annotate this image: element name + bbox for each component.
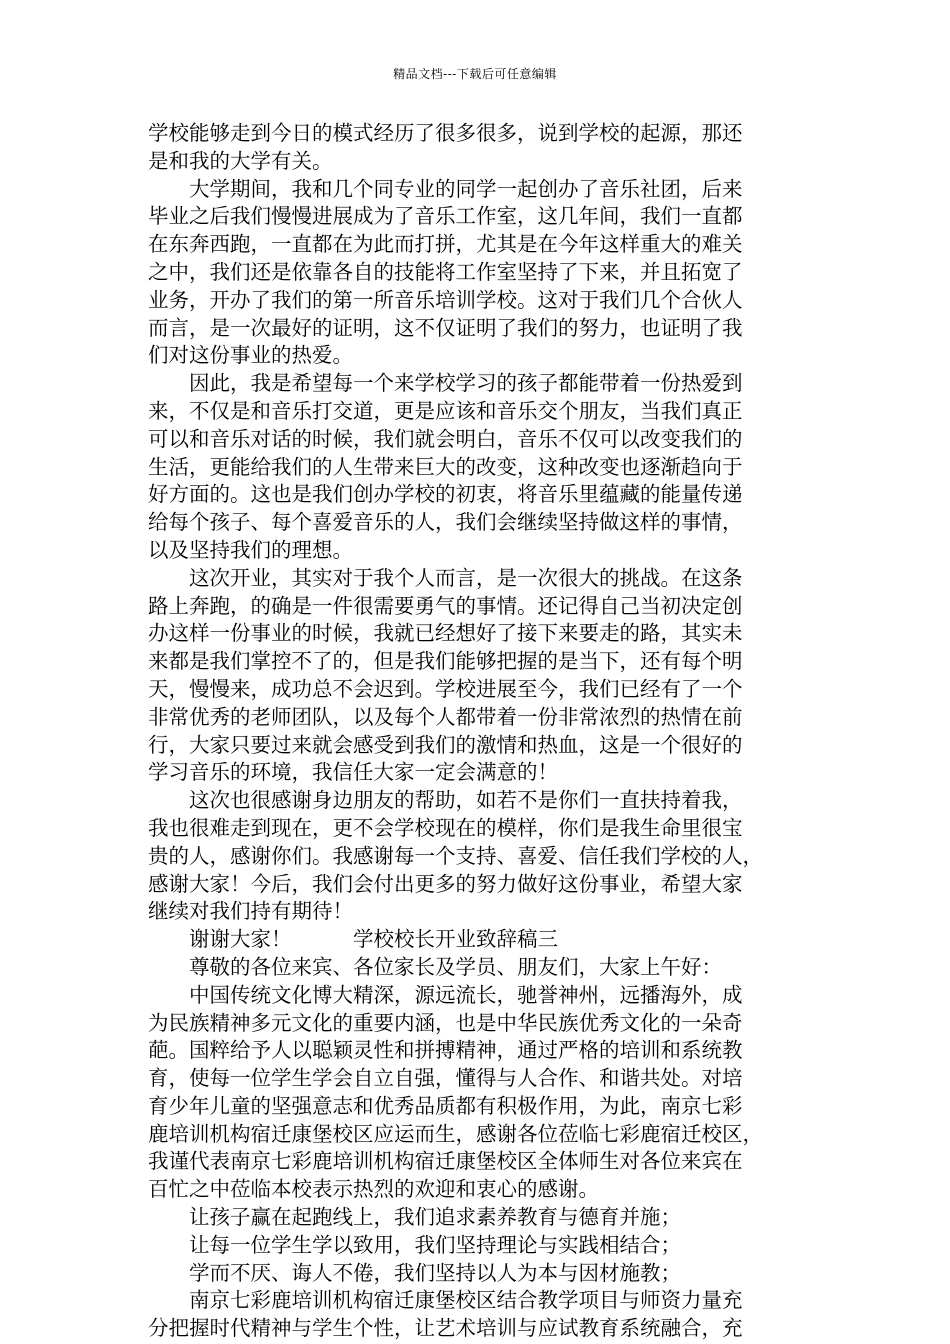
text-line: 育，使每一位学生学会自立自强，懂得与人合作、和谐共处。对培: [148, 1066, 743, 1091]
text-line: 以及坚持我们的理想。: [148, 537, 353, 562]
text-line: 天，慢慢来，成功总不会迟到。学校进展至今，我们已经有了一个: [148, 676, 743, 701]
text-line: 分把握时代精神与学生个性，让艺术培训与应试教育系统融合，充: [148, 1316, 743, 1341]
text-line: 鹿培训机构宿迁康堡校区应运而生，感谢各位莅临七彩鹿宿迁校区，: [148, 1121, 763, 1146]
text-line: 让孩子赢在起跑线上，我们追求素养教育与德育并施；: [189, 1205, 681, 1230]
text-line: 毕业之后我们慢慢进展成为了音乐工作室，这几年间，我们一直都: [148, 204, 743, 229]
text-line: 百忙之中莅临本校表示热烈的欢迎和衷心的感谢。: [148, 1177, 599, 1202]
text-line: 在东奔西跑，一直都在为此而打拼，尤其是在今年这样重大的难关: [148, 232, 743, 257]
text-line: 让每一位学生学以致用，我们坚持理论与实践相结合；: [189, 1232, 681, 1257]
text-line: 生活，更能给我们的人生带来巨大的改变，这种改变也逐渐趋向于: [148, 454, 743, 479]
document-body: [148, 120, 808, 1343]
text-line: 大学期间，我和几个同专业的同学一起创办了音乐社团，后来: [189, 176, 743, 201]
text-line: 给每个孩子、每个喜爱音乐的人，我们会继续坚持做这样的事情，: [148, 510, 743, 535]
page-header: 精品文档---下载后可任意编辑: [393, 67, 557, 81]
text-line: 办这样一份事业的时候，我就已经想好了接下来要走的路，其实未: [148, 621, 743, 646]
text-line: 学校能够走到今日的模式经历了很多很多，说到学校的起源，那还: [148, 121, 743, 145]
text-line: 行，大家只要过来就会感受到我们的激情和热血，这是一个很好的: [148, 732, 743, 757]
text-line: 葩。国粹给予人以聪颖灵性和拼搏精神，通过严格的培训和系统教: [148, 1038, 743, 1063]
text-line: 学习音乐的环境，我信任大家一定会满意的！: [148, 760, 558, 785]
text-line: 育少年儿童的坚强意志和优秀品质都有积极作用，为此，南京七彩: [148, 1093, 743, 1118]
text-line: 来都是我们掌控不了的，但是我们能够把握的是当下，还有每个明: [148, 649, 743, 674]
text-line: 我也很难走到现在，更不会学校现在的模样，你们是我生命里很宝: [148, 815, 743, 840]
text-line: 继续对我们持有期待！: [148, 899, 353, 924]
text-line: 这次开业，其实对于我个人而言，是一次很大的挑战。在这条: [189, 565, 743, 590]
text-line: 我谨代表南京七彩鹿培训机构宿迁康堡校区全体师生对各位来宾在: [148, 1149, 743, 1174]
text-line: 因此，我是希望每一个来学校学习的孩子都能带着一份热爱到: [189, 371, 743, 396]
text-line: 路上奔跑，的确是一件很需要勇气的事情。还记得自己当初决定创: [148, 593, 743, 618]
text-line: 们对这份事业的热爱。: [148, 343, 353, 368]
text-line: 业务，开办了我们的第一所音乐培训学校。这对于我们几个合伙人: [148, 287, 743, 312]
text-line: 来，不仅是和音乐打交道，更是应该和音乐交个朋友，当我们真正: [148, 398, 743, 423]
text-line: 之中，我们还是依靠各自的技能将工作室坚持了下来，并且拓宽了: [148, 259, 743, 284]
text-line: 感谢大家！今后，我们会付出更多的努力做好这份事业，希望大家: [148, 871, 743, 896]
text-line: 可以和音乐对话的时候，我们就会明白，音乐不仅可以改变我们的: [148, 426, 743, 451]
text-line: 中国传统文化博大精深，源远流长，驰誉神州，远播海外，成: [189, 982, 743, 1007]
text-line: 学而不厌、诲人不倦，我们坚持以人为本与因材施教；: [189, 1260, 681, 1285]
text-line: 为民族精神多元文化的重要内涵，也是中华民族优秀文化的一朵奇: [148, 1010, 743, 1035]
text-line: 这次也很感谢身边朋友的帮助，如若不是你们一直扶持着我，: [189, 788, 743, 813]
text-line: 贵的人，感谢你们。我感谢每一个支持、喜爱、信任我们学校的人，: [148, 843, 763, 868]
text-line: 尊敬的各位来宾、各位家长及学员、朋友们，大家上午好：: [189, 954, 722, 979]
text-line: 是和我的大学有关。: [148, 148, 333, 173]
text-line: 而言，是一次最好的证明，这不仅证明了我们的努力，也证明了我: [148, 315, 743, 340]
text-line: 南京七彩鹿培训机构宿迁康堡校区结合教学项目与师资力量充: [189, 1288, 743, 1313]
text-line: 谢谢大家！ 学校校长开业致辞稿三: [189, 927, 558, 952]
text-line: 好方面的。这也是我们创办学校的初衷，将音乐里蕴藏的能量传递: [148, 482, 743, 507]
text-line: 非常优秀的老师团队，以及每个人都带着一份非常浓烈的热情在前: [148, 704, 743, 729]
